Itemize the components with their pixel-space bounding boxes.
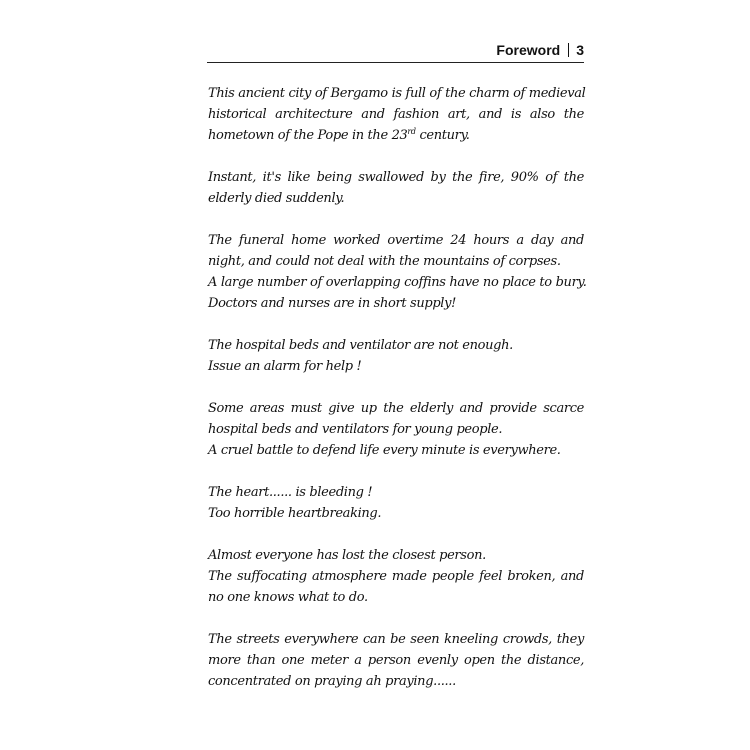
text-line: Doctors and nurses are in short supply! xyxy=(208,296,456,311)
text-line: A cruel battle to defend life every minute is everywhere. xyxy=(208,443,561,458)
paragraph xyxy=(208,398,584,461)
text-line: concentrated on praying ah praying...... xyxy=(208,674,456,689)
text-line: The suffocating atmosphere made people feel broken, and xyxy=(208,569,584,584)
header-rule xyxy=(207,62,584,63)
text-line: elderly died suddenly. xyxy=(208,191,345,206)
running-header xyxy=(207,40,584,60)
paragraph xyxy=(208,167,584,209)
paragraph xyxy=(208,335,584,377)
paragraph xyxy=(208,545,584,608)
text-line xyxy=(208,125,584,146)
text-line: The hospital beds and ventilator are not enough. xyxy=(208,338,513,353)
text-line: The funeral home worked overtime 24 hours a day and xyxy=(208,233,584,248)
text-line: A large number of overlapping coffins have no place to bury. xyxy=(208,275,587,290)
text-line: The heart...... is bleeding ! xyxy=(208,485,373,500)
text-line: Too horrible heartbreaking. xyxy=(208,506,382,521)
text-line: historical architecture and fashion art, and is also the xyxy=(208,107,584,122)
paragraph xyxy=(208,629,584,692)
paragraph xyxy=(208,230,587,314)
text-line: The streets everywhere can be seen kneeling crowds, they xyxy=(208,632,584,647)
text-line: more than one meter a person evenly open the distance, xyxy=(208,653,584,668)
text-line: Instant, it's like being swallowed by the fire, 90% of the xyxy=(208,170,584,185)
text-fragment: century. xyxy=(415,128,470,143)
paragraph xyxy=(208,482,584,524)
header-title: Foreword xyxy=(496,42,561,58)
text-line: Some areas must give up the elderly and provide scarce xyxy=(208,401,584,416)
ordinal-superscript: rd xyxy=(407,127,416,136)
text-line: This ancient city of Bergamo is full of the charm of medieval xyxy=(208,86,586,101)
text-line: Issue an alarm for help ! xyxy=(208,359,362,374)
text-line: night, and could not deal with the mountains of corpses. xyxy=(208,254,561,269)
text-line: hospital beds and ventilators for young people. xyxy=(208,422,503,437)
paragraph xyxy=(208,83,584,146)
text-line: no one knows what to do. xyxy=(208,590,368,605)
text-fragment: hometown of the Pope in the 23 xyxy=(208,128,408,143)
text-line: Almost everyone has lost the closest person. xyxy=(208,548,486,563)
header-separator xyxy=(568,43,569,57)
body-text xyxy=(208,83,587,713)
page-number: 3 xyxy=(576,42,584,58)
